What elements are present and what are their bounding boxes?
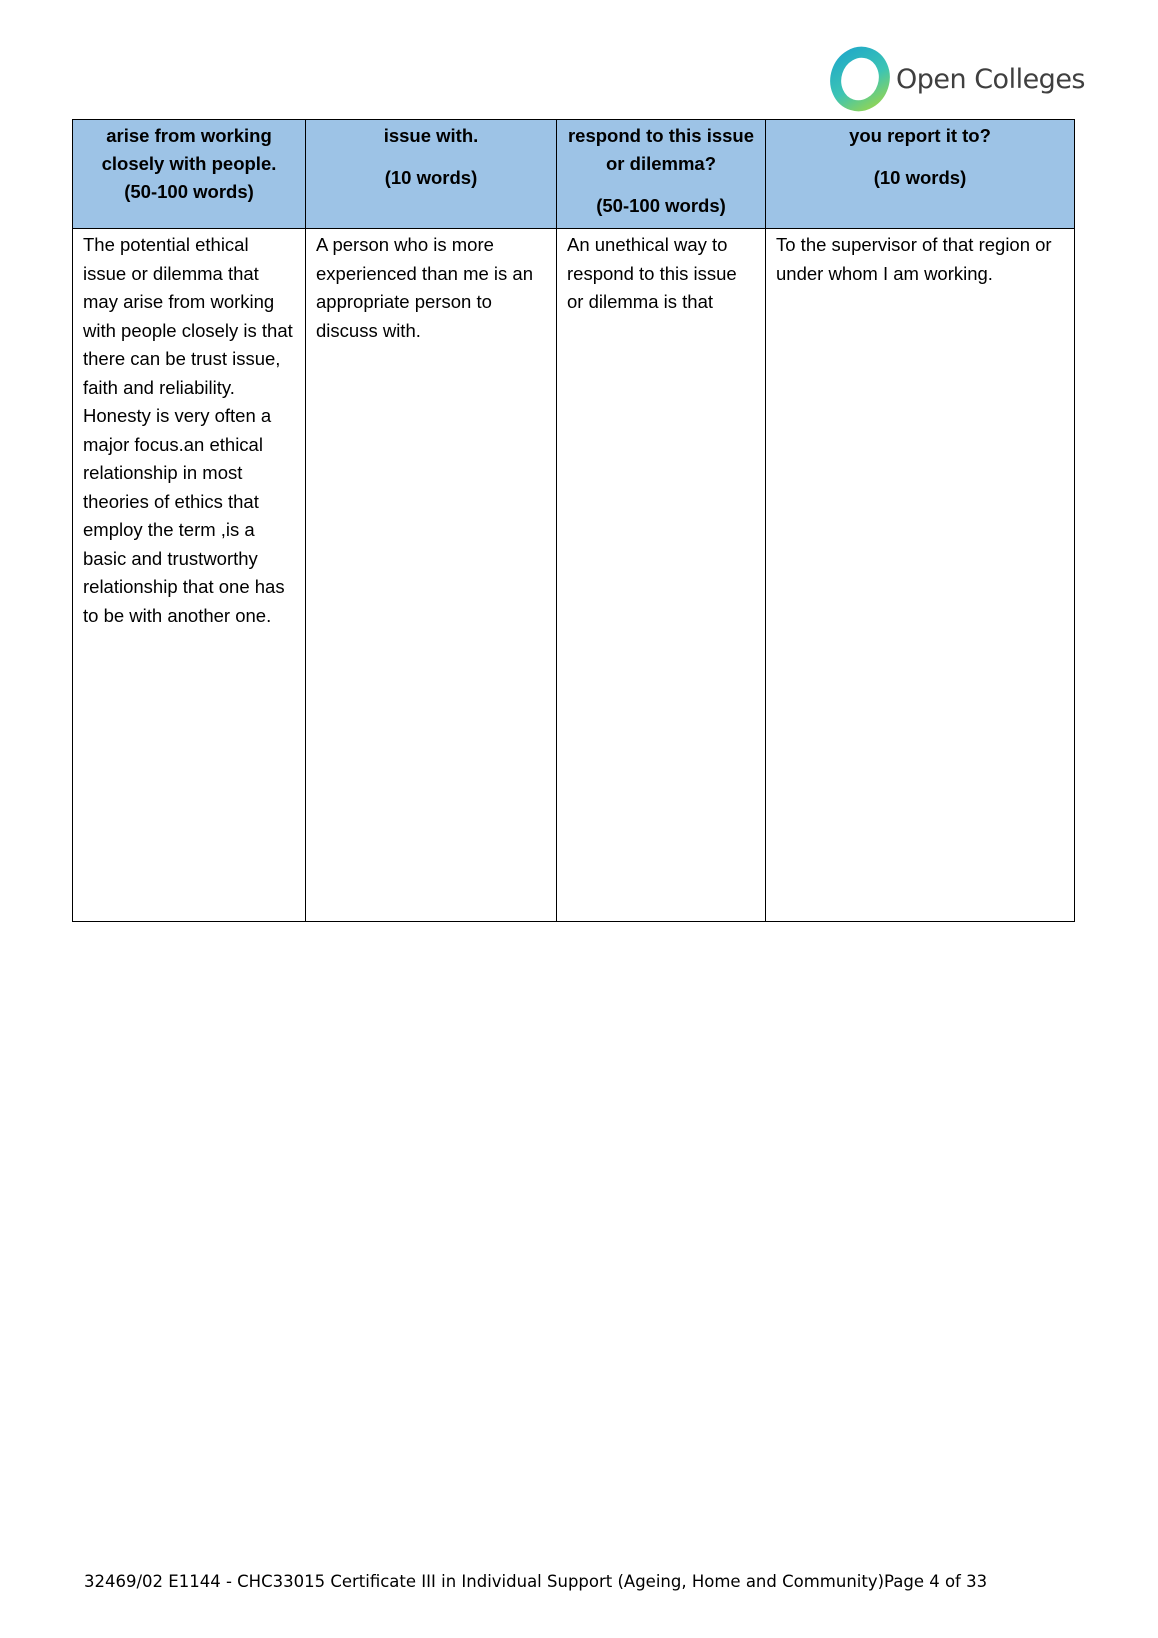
answer-cell-report-to[interactable]: To the supervisor of that region or under whom I am working. (766, 229, 1075, 922)
answer-cell-discuss-with[interactable]: A person who is more experienced than me is an appropriate person to discuss with. (306, 229, 557, 922)
page-footer: 32469/02 E1144 - CHC33015 Certificate III in Individual Support (Ageing, Home and Community)Page 4 of 33 (84, 1572, 988, 1591)
header-cell-ethical-issue (73, 120, 306, 229)
answer-cell-respond[interactable]: An unethical way to respond to this issue or dilemma is that (557, 229, 766, 922)
ethics-question-table (72, 119, 1075, 922)
header-word-limit: (10 words) (873, 167, 967, 188)
open-colleges-ring-icon (828, 46, 892, 112)
answer-cell-ethical-issue[interactable]: The potential ethical issue or dilemma that may arise from working with people closely is that there can be trust issue, faith and reliability. Honesty is very often a major focus.an ethical relationship in most theories of ethics that employ the term ,is a basic and trustworthy relationship that one has to be with another one. (73, 229, 306, 922)
header-question: arise from working closely with people. (101, 125, 277, 174)
table-answer-row (73, 229, 1075, 922)
logo-text: Open Colleges (896, 63, 1085, 95)
header-cell-report-to (766, 120, 1075, 229)
table-header-row (73, 120, 1075, 229)
header-word-limit: (50-100 words) (124, 181, 254, 202)
header-word-limit: (10 words) (384, 167, 478, 188)
header-word-limit: (50-100 words) (596, 195, 726, 216)
header-cell-respond (557, 120, 766, 229)
header-question: issue with. (383, 125, 479, 146)
open-colleges-logo (828, 46, 1085, 112)
header-question: you report it to? (849, 125, 991, 146)
header-cell-discuss-with (306, 120, 557, 229)
header-question: respond to this issue or dilemma? (567, 125, 755, 174)
